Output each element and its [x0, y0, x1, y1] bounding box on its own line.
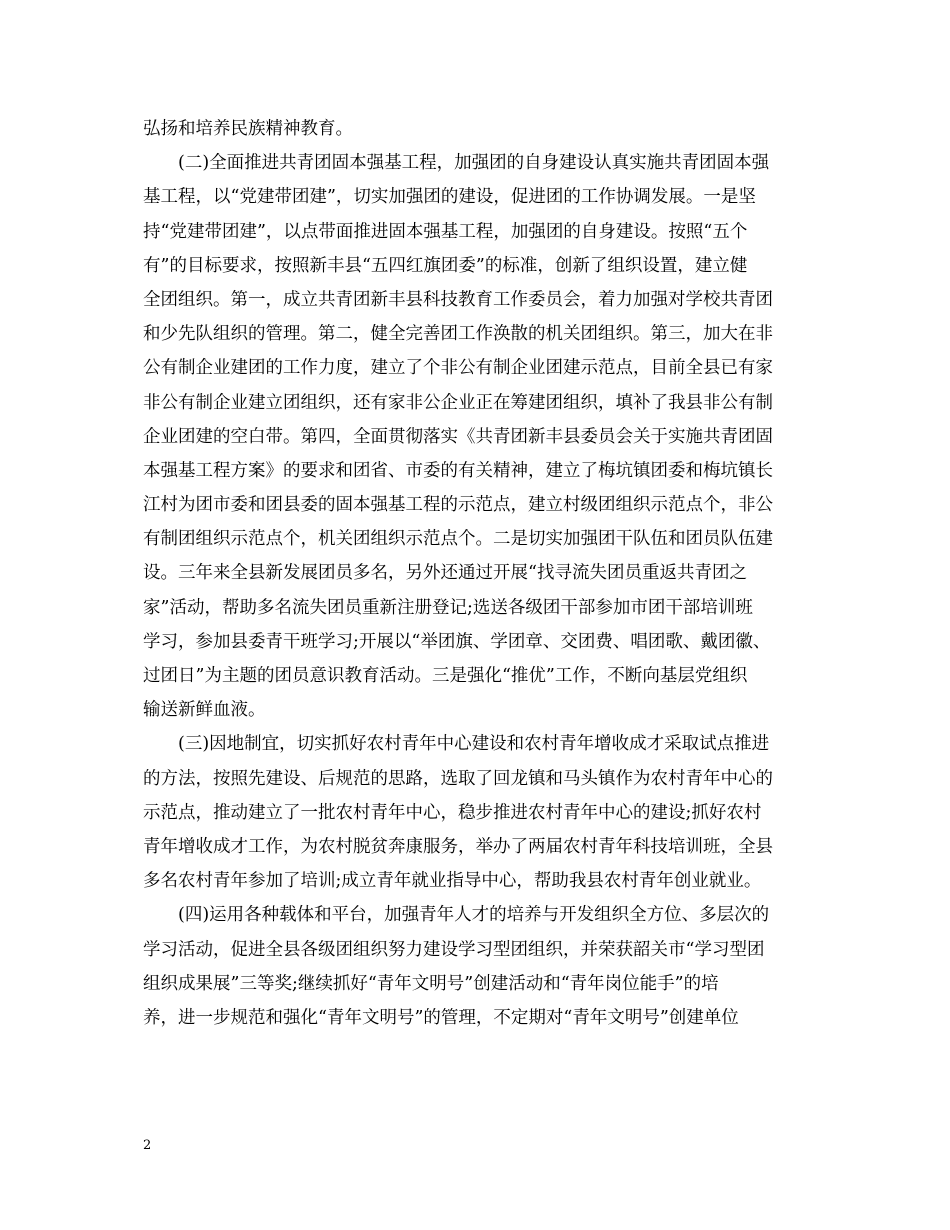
paragraph-start-line: (四)运用各种载体和平台，加强青年人才的培养与开发组织全方位、多层次的: [178, 905, 770, 926]
text-line: 青年增收成才工作，为农村脱贫奔康服务，举办了两届农村青年科技培训班，全县: [143, 836, 773, 857]
text-line: 本强基工程方案》的要求和团省、市委的有关精神，建立了梅坑镇团委和梅坑镇长: [143, 460, 773, 481]
text-line: 学习，参加县委青干班学习;开展以“举团旗、学团章、交团费、唱团歌、戴团徽、: [143, 631, 771, 652]
text-line: 基工程，以“党建带团建”，切实加强团的建设，促进团的工作协调发展。一是坚: [143, 187, 756, 208]
text-line: 组织成果展”三等奖;继续抓好“青年文明号”创建活动和“青年岗位能手”的培: [143, 973, 719, 994]
text-line: 非公有制企业建立团组织，还有家非公企业正在筹建团组织，填补了我县非公有制: [143, 392, 773, 413]
text-line: 设。三年来全县新发展团员多名，另外还通过开展“找寻流失团员重返共青团之: [143, 563, 747, 584]
text-line: 企业团建的空白带。第四，全面贯彻落实《共青团新丰县委员会关于实施共青团固: [143, 426, 773, 447]
text-line: 有”的目标要求，按照新丰县“五四红旗团委”的标准，创新了组织设置，建立健: [143, 255, 748, 276]
text-line: 多名农村青年参加了培训;成立青年就业指导中心，帮助我县农村青年创业就业。: [143, 871, 762, 892]
paragraph-start-line: (二)全面推进共青团固本强基工程，加强团的自身建设认真实施共青团固本强: [178, 153, 770, 174]
text-line: 养，进一步规范和强化“青年文明号”的管理，不定期对“青年文明号”创建单位: [143, 1007, 739, 1028]
text-line: 和少先队组织的管理。第二，健全完善团工作涣散的机关团组织。第三，加大在非: [143, 324, 773, 345]
text-line: 持“党建带团建”，以点带面推进固本强基工程，加强团的自身建设。按照“五个: [143, 221, 748, 242]
body-text: [143, 112, 808, 1035]
text-line: 学习活动，促进全县各级团组织努力建设学习型团组织，并荣获韶关市“学习型团: [143, 939, 765, 960]
text-line: 过团日”为主题的团员意识教育活动。三是强化“推优”工作，不断向基层党组织: [143, 666, 748, 686]
text-line: 公有制企业建团的工作力度，建立了个非公有制企业团建示范点，目前全县已有家: [143, 358, 773, 379]
text-line: 的方法，按照先建设、后规范的思路，选取了回龙镇和马头镇作为农村青年中心的: [143, 768, 773, 789]
text-line: 家”活动，帮助多名流失团员重新注册登记;选送各级团干部参加市团干部培训班: [143, 597, 753, 618]
text-line: 示范点，推动建立了一批农村青年中心，稳步推进农村青年中心的建设;抓好农村: [143, 802, 762, 823]
page-number: 2: [143, 1138, 152, 1153]
text-line: 全团组织。第一，成立共青团新丰县科技教育工作委员会，着力加强对学校共青团: [143, 289, 773, 310]
text-line: 有制团组织示范点个，机关团组织示范点个。二是切实加强团干队伍和团员队伍建: [143, 529, 773, 550]
text-line: 弘扬和培养民族精神教育。: [143, 119, 353, 139]
text-line: 输送新鲜血液。: [143, 700, 266, 721]
text-line: 江村为团市委和团县委的固本强基工程的示范点，建立村级团组织示范点个，非公: [143, 495, 773, 516]
paragraph-start-line: (三)因地制宜，切实抓好农村青年中心建设和农村青年增收成才采取试点推进: [178, 734, 770, 755]
